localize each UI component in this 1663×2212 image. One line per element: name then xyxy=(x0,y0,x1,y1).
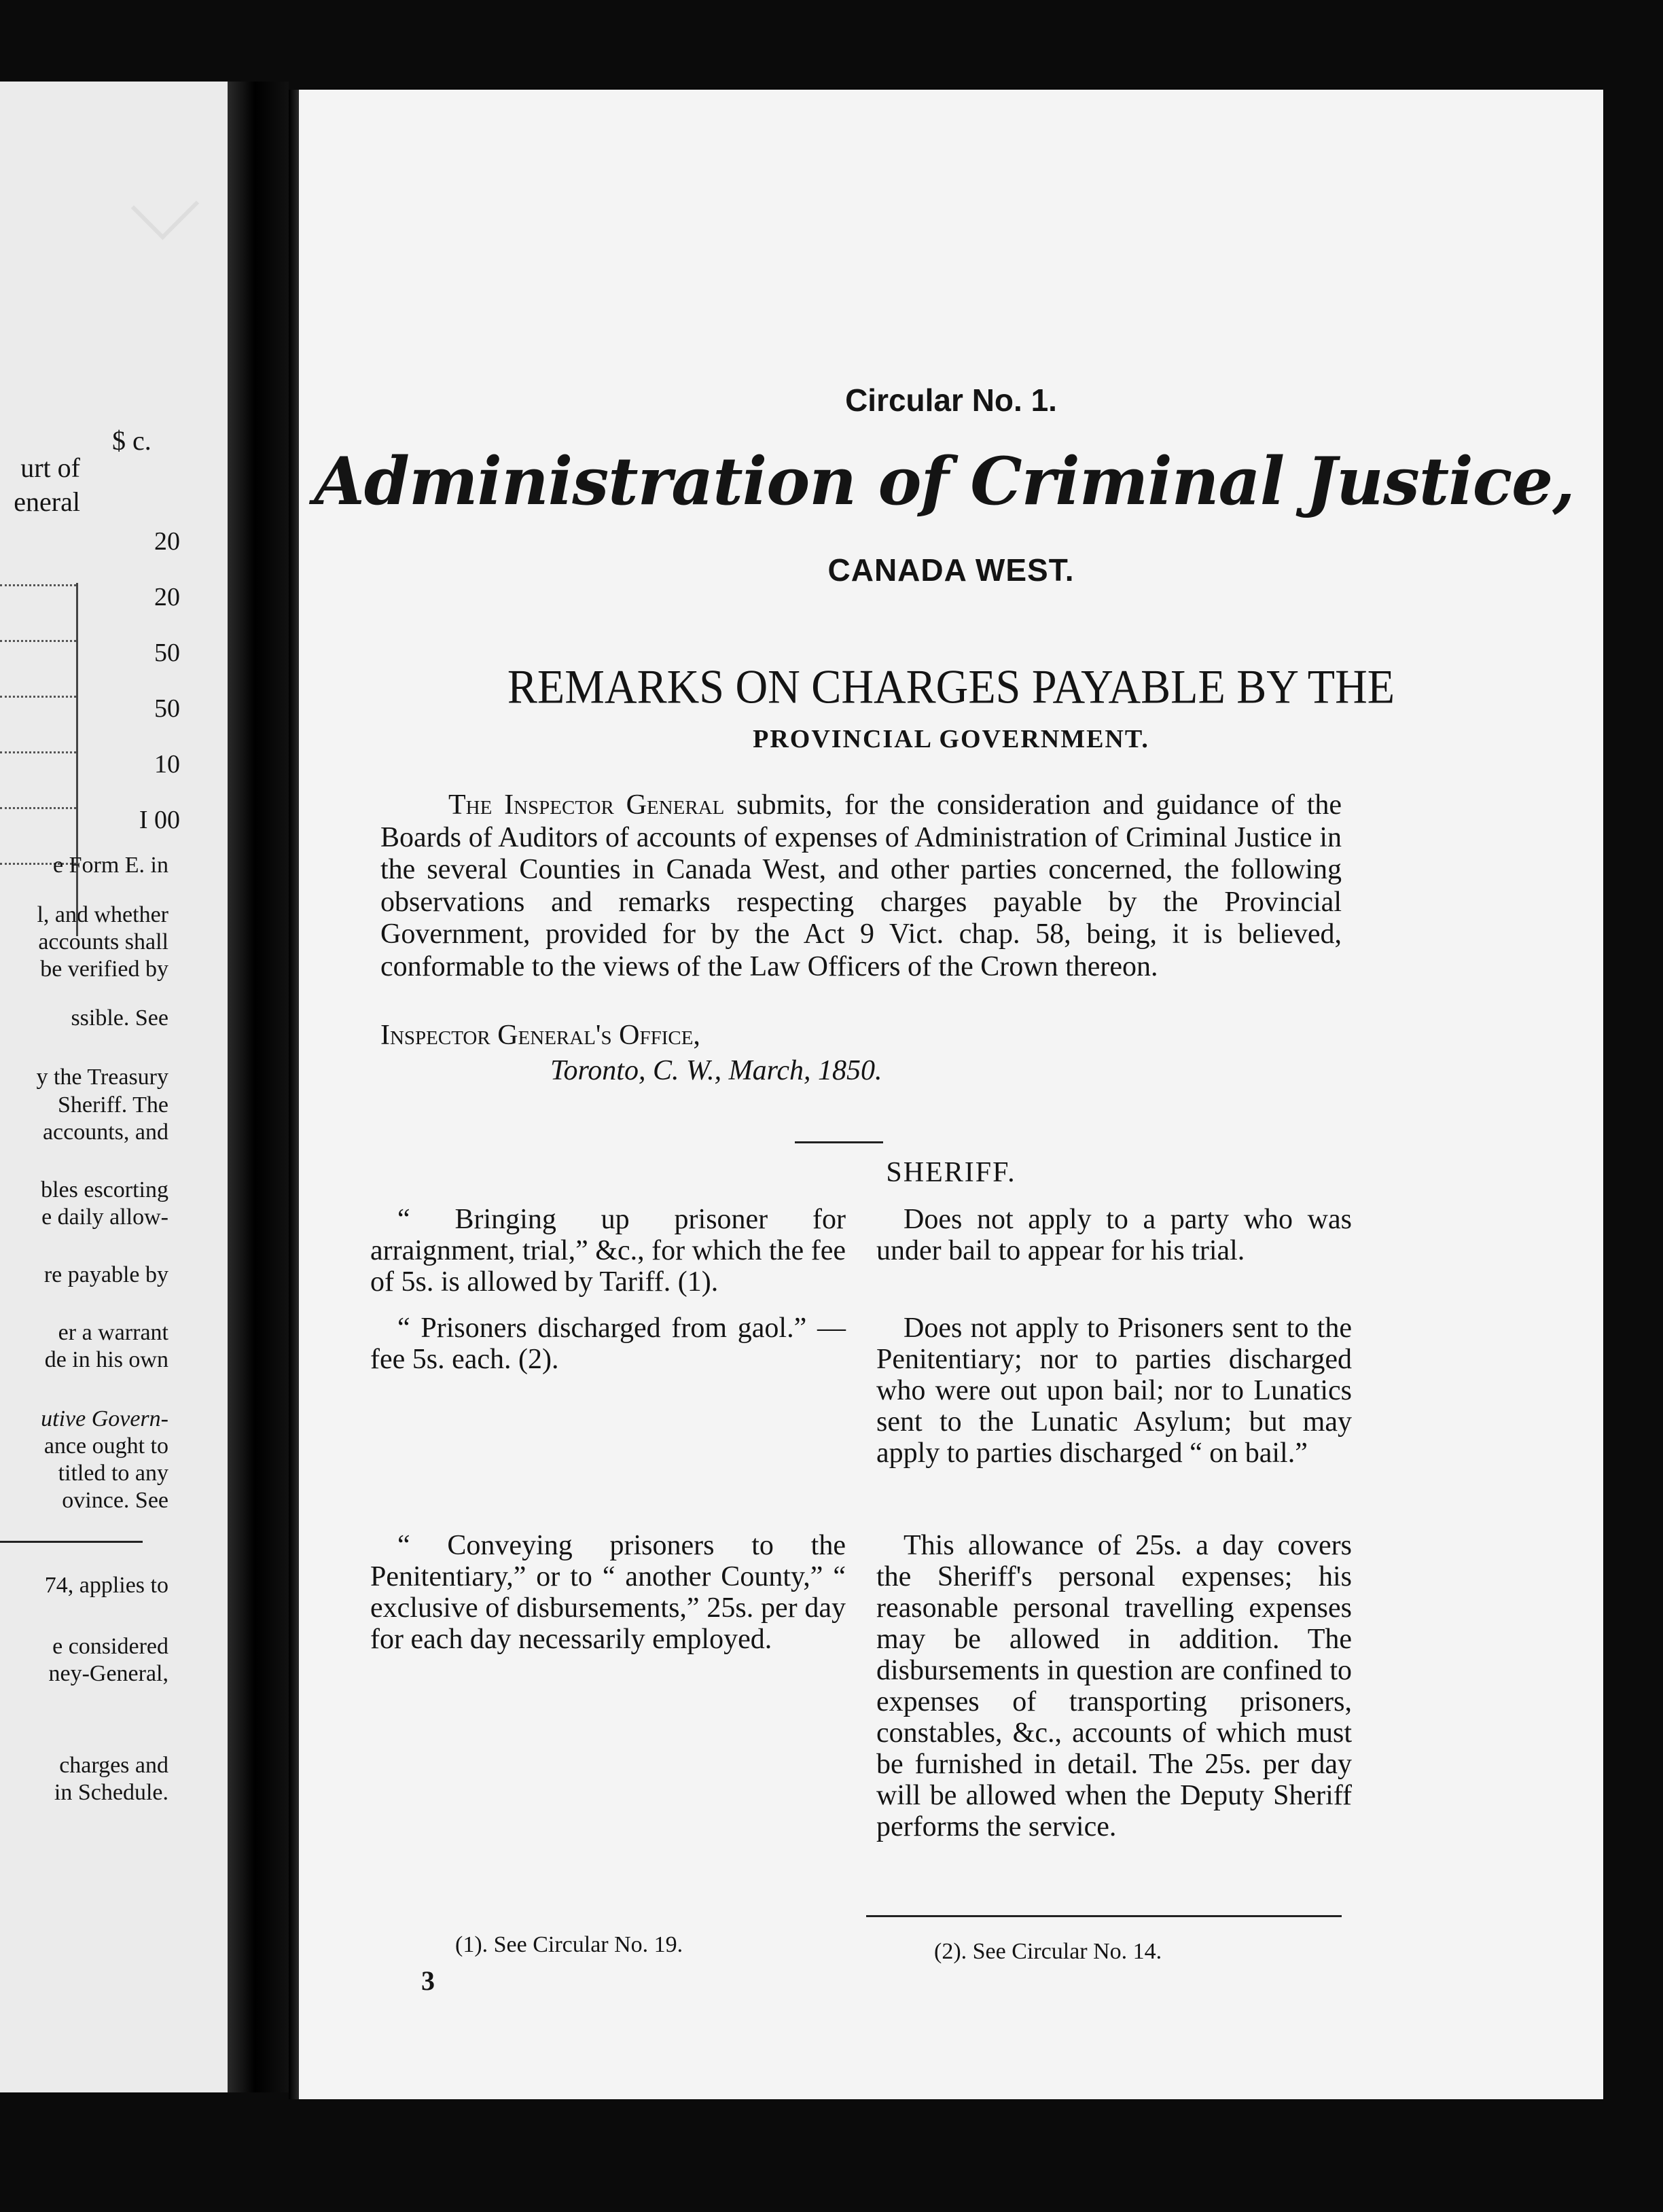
leader-row xyxy=(0,598,76,642)
left-fragment: bles escorting xyxy=(41,1177,168,1202)
intro-lead: The Inspector General xyxy=(448,789,725,821)
page-corner-mark xyxy=(131,172,199,240)
remark-text: Does not apply to a party who was under bail to appear for his trial. xyxy=(876,1204,1352,1266)
left-fragment: charges and xyxy=(59,1753,168,1778)
leader-row xyxy=(0,654,76,698)
intro-paragraph xyxy=(380,789,1342,983)
remark-text: This allowance of 25s. a day covers the Sheriff's personal expenses; his reasonable personal travelling expenses may be allowed in addition. The disbursements in question are confined to expenses of transporting prisoners, constables, &c., accounts of which must be furnished in detail. The 25s. per day will be allowed when the Deputy Sheriff performs the service. xyxy=(876,1530,1352,1842)
left-fragment: e considered xyxy=(52,1634,168,1659)
left-fragment: ovince. See xyxy=(62,1488,168,1513)
charge-text: “ Prisoners discharged from gaol.” —fee 5s. each. (2). xyxy=(370,1313,846,1375)
remarks-title: REMARKS ON CHARGES PAYABLE BY THE xyxy=(507,660,1395,714)
footnote-1: (1). See Circular No. 19. xyxy=(455,1932,683,1957)
leader-row xyxy=(0,709,76,753)
subhead: CANADA WEST. xyxy=(827,552,1075,588)
footnote-2: (2). See Circular No. 14. xyxy=(934,1939,1162,1964)
column-divider xyxy=(76,583,78,936)
left-fragment: Sheriff. The xyxy=(57,1092,168,1118)
intro-text: submits, for the consideration and guidance of the Boards of Auditors of accounts of expenses of Administration of Criminal Justice in the several Counties in Canada West, and other parties concerned, the following observations and remarks respecting charges payable by the Provincial Government, provided for by the Act 9 Vict. chap. 58, being, it is believed, conformable to the views of the Law Officers of the Crown thereon. xyxy=(380,789,1342,982)
charge-text: “ Conveying prisoners to the Penitentiary,” or to “ another County,” “ exclusive of disbursements,” 25s. per day for each day necessarily employed. xyxy=(370,1530,846,1655)
left-fragment: ssible. See xyxy=(71,1005,168,1031)
headline: Administration of Criminal Justice, xyxy=(314,443,1575,520)
amount: 10 xyxy=(154,750,180,779)
left-fragment: be verified by xyxy=(40,957,168,982)
left-fragment: er a warrant xyxy=(58,1320,168,1345)
left-fragment: e daily allow- xyxy=(41,1205,168,1230)
left-rule xyxy=(0,1541,143,1543)
left-fragment: in Schedule. xyxy=(54,1780,168,1805)
amount: 50 xyxy=(154,639,180,667)
remarks-subtitle: PROVINCIAL GOVERNMENT. xyxy=(753,725,1149,753)
left-heading-line-2: eneral xyxy=(14,486,80,517)
left-fragment: ney-General, xyxy=(48,1661,168,1686)
charge-entry xyxy=(370,1313,846,1375)
left-fragment: 74, applies to xyxy=(44,1573,168,1598)
footnote-rule xyxy=(866,1915,1342,1917)
left-fragment: y the Treasury xyxy=(36,1065,168,1090)
amount: 50 xyxy=(154,694,180,723)
leader-row xyxy=(0,765,76,809)
left-heading-line-1: urt of xyxy=(20,452,80,483)
main-page xyxy=(299,90,1603,2099)
left-fragment: ance ought to xyxy=(43,1433,168,1459)
left-fragment: l, and whether xyxy=(37,902,168,927)
page-number: 3 xyxy=(421,1965,435,1996)
charge-text: “ Bringing up prisoner for arraignment, trial,” &c., for which the fee of 5s. is allowed by Tariff. (1). xyxy=(370,1204,846,1298)
office-line: Inspector General's Office, xyxy=(380,1020,700,1051)
left-fragment: de in his own xyxy=(44,1347,168,1372)
charge-entry xyxy=(370,1530,846,1655)
left-fragment: titled to any xyxy=(58,1461,168,1486)
left-fragment: re payable by xyxy=(43,1262,168,1287)
amount: 20 xyxy=(154,527,180,556)
charge-entry xyxy=(370,1204,846,1298)
left-fragment: accounts shall xyxy=(38,929,168,955)
amount: 20 xyxy=(154,583,180,611)
left-fragment: utive Govern- xyxy=(41,1406,168,1431)
remark-entry xyxy=(876,1530,1352,1842)
remark-entry xyxy=(876,1313,1352,1469)
left-fragment: e Form E. in xyxy=(53,853,168,878)
dateline: Toronto, C. W., March, 1850. xyxy=(550,1055,882,1086)
currency-heading: $ c. xyxy=(112,425,151,456)
book-gutter xyxy=(228,82,289,2092)
section-rule xyxy=(795,1141,883,1143)
remark-entry xyxy=(876,1204,1352,1266)
leader-row xyxy=(0,542,76,586)
section-title: SHERIFF. xyxy=(886,1157,1016,1188)
left-facing-page xyxy=(0,82,234,2092)
left-fragment: accounts, and xyxy=(42,1120,168,1145)
circular-title: Circular No. 1. xyxy=(845,382,1057,418)
remark-text: Does not apply to Prisoners sent to the Penitentiary; nor to parties discharged who were out upon bail; nor to Lunatics sent to the Lunatic Asylum; but may apply to parties discharged “ on bail.” xyxy=(876,1313,1352,1469)
amount: I 00 xyxy=(139,806,180,834)
